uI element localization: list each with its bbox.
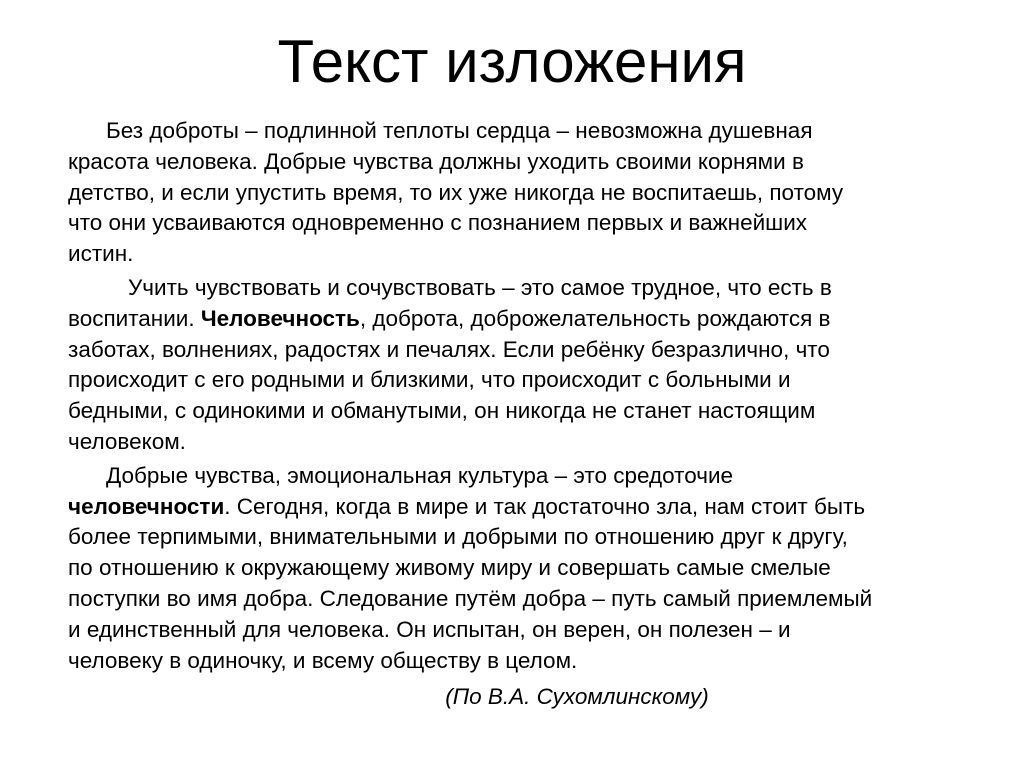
text-line: Добрые чувства, эмоциональная культура – это средоточие — [106, 462, 734, 488]
text-line: Без доброты – подлинной теплоты сердца – невозможна душевная — [106, 118, 813, 143]
text-line: Учить чувствовать и сочувствовать – это самое трудное, что есть в — [128, 274, 832, 300]
page-title: Текст изложения — [277, 28, 747, 95]
text-line: заботах, волнениях, радостях и печалях. Если ребёнку безразлично, что — [68, 336, 830, 362]
text-fragment: , доброта, доброжелательность рождаются в — [359, 305, 831, 331]
text-line: человеку в одиночку, и всему обществу в целом. — [68, 647, 578, 673]
bold-term: Человечность — [200, 305, 360, 331]
bold-term: человечности — [68, 493, 225, 519]
text-line: детство, и если упустить время, то их уже никогда не воспитаешь, потому — [68, 179, 844, 205]
text-body — [68, 116, 998, 713]
text-fragment: воспитании. — [68, 305, 201, 331]
text-line: происходит с его родными и близкими, что происходит с больными и — [68, 367, 791, 393]
text-line: более терпимыми, внимательными и добрыми по отношению друг к другу, — [68, 524, 848, 550]
text-line: истин. — [68, 241, 134, 267]
paragraph-2 — [68, 273, 998, 458]
text-line: красота человека. Добрые чувства должны уходить своими корнями в — [68, 148, 804, 174]
text-line: поступки во имя добра. Следование путём добра – путь самый приемлемый — [68, 585, 873, 611]
paragraph-3 — [68, 461, 998, 677]
text-line — [68, 492, 998, 523]
text-line: человеком. — [68, 428, 186, 454]
text-line: и единственный для человека. Он испытан, он верен, он полезен – и — [68, 616, 791, 642]
text-line: что они усваиваются одновременно с познанием первых и важнейших — [68, 210, 808, 236]
text-line: по отношению к окружающему живому миру и совершать самые смелые — [68, 555, 831, 581]
author-attribution: (По В.А. Сухомлинскому) — [445, 684, 709, 710]
text-line: бедными, с одинокими и обманутыми, он никогда не станет настоящим — [68, 398, 816, 424]
text-line — [68, 304, 998, 335]
paragraph-1 — [68, 116, 998, 270]
text-fragment: . Сегодня, когда в мире и так достаточно зла, нам стоит быть — [224, 493, 866, 519]
